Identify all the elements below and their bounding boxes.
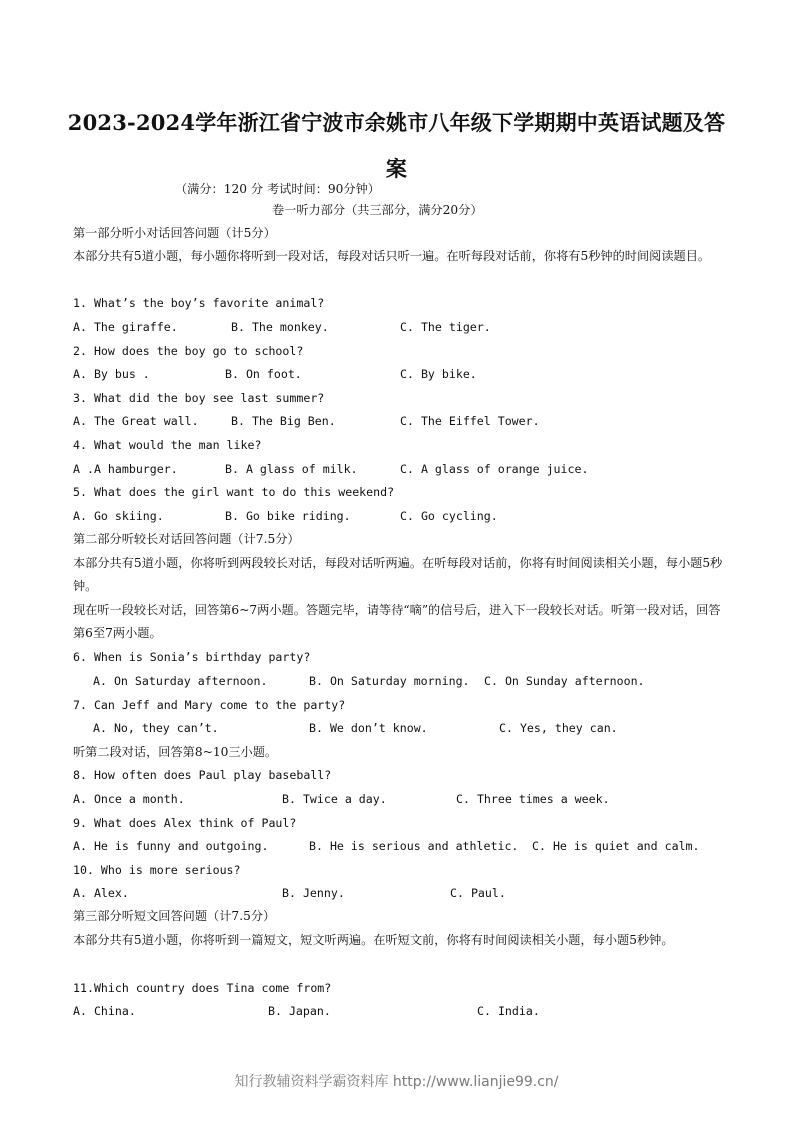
option-c: C. Go cycling. [400, 509, 498, 523]
option-a: A. The Great wall. [73, 414, 199, 428]
part2-heading: 第二部分听较长对话回答问题（计7.5分） [73, 532, 300, 546]
option-a: A. He is funny and outgoing. [73, 839, 269, 853]
option-a: A. On Saturday afternoon. [93, 674, 268, 688]
question-9: 9. What does Alex think of Paul? [73, 816, 297, 830]
option-b: B. A glass of milk. [225, 462, 358, 476]
option-b: B. The monkey. [231, 320, 329, 334]
part2-intro: 本部分共有5道小题，你将听到两段较长对话，每段对话听两遍。在听每段对话前，你将有时间阅读相关小题，每小题5秒钟。 [73, 556, 723, 593]
part2-second-dialogue: 听第二段对话，回答第8~10三小题。 [73, 745, 278, 759]
question-10: 10. Who is more serious? [73, 863, 241, 877]
option-c: C. The Eiffel Tower. [400, 414, 540, 428]
option-c: C. Paul. [450, 886, 506, 900]
question-8: 8. How often does Paul play baseball? [73, 768, 332, 782]
part3-heading: 第三部分听短文回答问题（计7.5分） [73, 909, 276, 923]
option-a: A. China. [73, 1004, 136, 1018]
question-3: 3. What did the boy see last summer? [73, 391, 325, 405]
option-b: B. On foot. [225, 367, 302, 381]
option-c: C. A glass of orange juice. [400, 462, 589, 476]
part3-intro: 本部分共有5道小题，你将听到一篇短文，短文听两遍。在听短文前，你将有时间阅读相关小题，每小题5秒钟。 [73, 933, 674, 947]
option-a: A. The giraffe. [73, 320, 178, 334]
part2-intro-2: 现在听一段较长对话，回答第6~7两小题。答题完毕，请等待“嘀”的信号后，进入下一段较长对话。听第一段对话，回答第6至7两小题。 [73, 603, 721, 640]
footer-watermark: 知行教辅资料学霸资料库 http://www.lianjie99.cn/ [234, 1074, 559, 1090]
option-b: B. Twice a day. [282, 792, 387, 806]
option-b: B. Go bike riding. [225, 509, 351, 523]
question-1: 1. What’s the boy’s favorite animal? [73, 296, 325, 310]
part1-intro: 本部分共有5道小题，每小题你将听到一段对话，每段对话只听一遍。在听每段对话前，你将有5秒钟的时间阅读题目。 [73, 249, 711, 263]
option-c: C. India. [477, 1004, 540, 1018]
question-6: 6. When is Sonia’s birthday party? [73, 650, 311, 664]
option-c: C. By bike. [400, 367, 477, 381]
section-subtitle: 卷一听力部分（共三部分，满分20分） [272, 203, 483, 217]
option-a: A. No, they can’t. [93, 721, 219, 735]
option-a: A. By bus . [73, 367, 150, 381]
option-b: B. We don’t know. [309, 721, 428, 735]
option-b: B. He is serious and athletic. [309, 839, 519, 853]
document-title: 2023-2024学年浙江省宁波市余姚市八年级下学期期中英语试题及答案 [67, 110, 726, 181]
option-b: B. Jenny. [282, 886, 345, 900]
option-c: C. Three times a week. [456, 792, 610, 806]
option-b: B. On Saturday morning. [309, 674, 470, 688]
option-a: A. Once a month. [73, 792, 185, 806]
option-c: C. He is quiet and calm. [532, 839, 700, 853]
option-c: C. On Sunday afternoon. [484, 674, 645, 688]
question-4: 4. What would the man like? [73, 438, 262, 452]
option-c: C. Yes, they can. [499, 721, 618, 735]
question-11: 11.Which country does Tina come from? [73, 981, 332, 995]
part1-heading: 第一部分听小对话回答问题（计5分） [73, 226, 276, 240]
question-5: 5. What does the girl want to do this weekend? [73, 485, 395, 499]
option-b: B. The Big Ben. [231, 414, 336, 428]
option-a: A. Alex. [73, 886, 129, 900]
option-b: B. Japan. [268, 1004, 331, 1018]
option-a: A .A hamburger. [73, 462, 178, 476]
option-a: A. Go skiing. [73, 509, 164, 523]
exam-info: （满分：120 分 考试时间：90分钟） [175, 182, 380, 196]
question-7: 7. Can Jeff and Mary come to the party? [73, 698, 346, 712]
option-c: C. The tiger. [400, 320, 491, 334]
question-2: 2. How does the boy go to school? [73, 344, 304, 358]
